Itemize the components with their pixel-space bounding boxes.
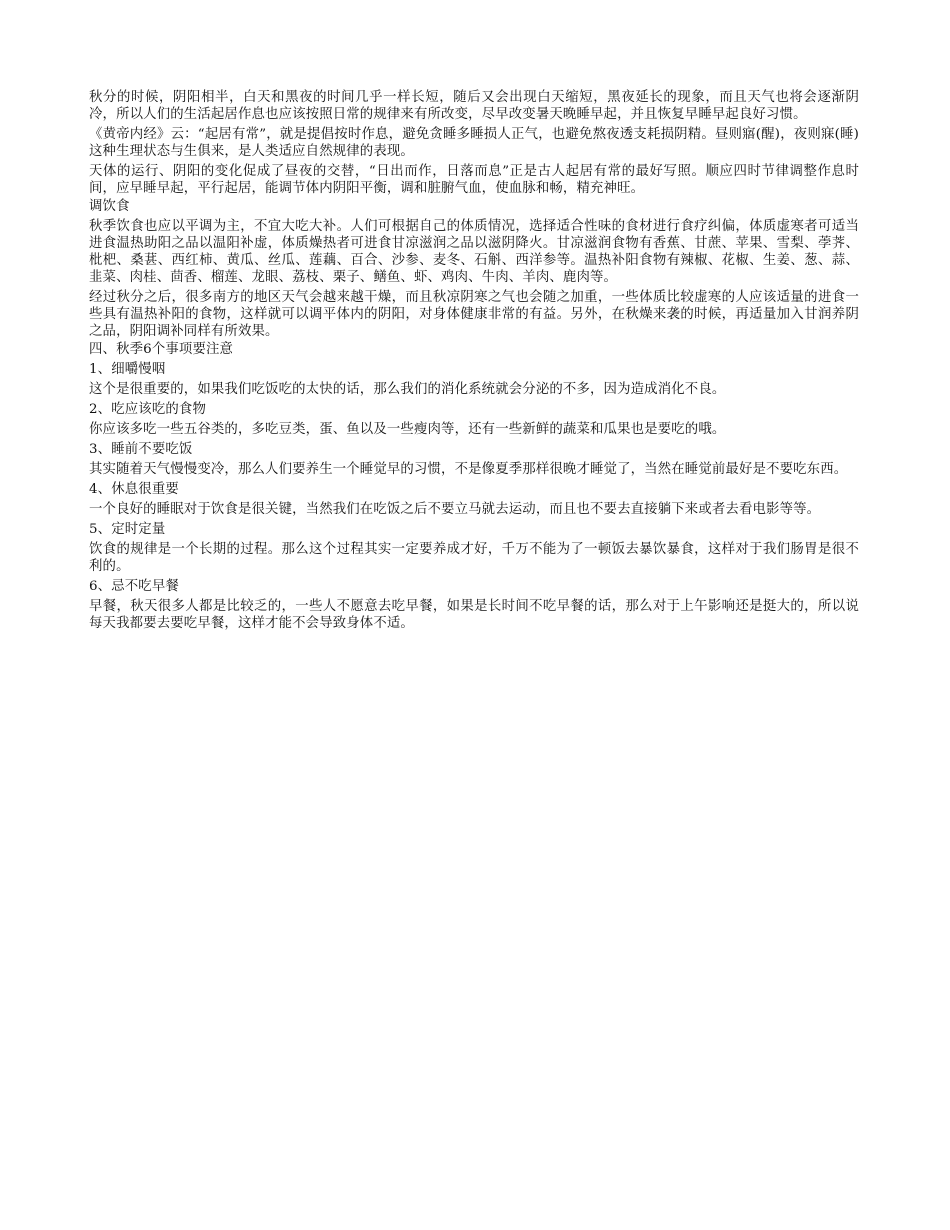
item-body-1: 这个是很重要的，如果我们吃饭吃的太快的话，那么我们的消化系统就会分泌的不多，因为造成消化不良。: [89, 382, 726, 397]
document-page: [89, 89, 859, 635]
paragraph-autumn-equinox: 秋分的时候，阴阳相半，白天和黑夜的时间几乎一样长短，随后又会出现白天缩短，黑夜延长的现象，而且天气也将会逐渐阴冷，所以人们的生活起居作息也应该按照日常的规律来有所改变，尽早改变暑天晚睡早起，并且恢复早睡早起良好习惯。: [89, 90, 859, 122]
item-heading-2: 2、吃应该吃的食物: [89, 402, 206, 417]
item-body-4: 一个良好的睡眠对于饮食是很关键，当然我们在吃饭之后不要立马就去运动，而且也不要去直接躺下来或者去看电影等等。: [89, 502, 821, 517]
item-body-6: 早餐，秋天很多人都是比较乏的，一些人不愿意去吃早餐，如果是长时间不吃早餐的话，那么对于上午影响还是挺大的，所以说每天我都要去要吃早餐，这样才能不会导致身体不适。: [89, 599, 859, 631]
paragraph-after-equinox: 经过秋分之后，很多南方的地区天气会越来越干燥，而且秋凉阴寒之气也会随之加重，一些体质比较虚寒的人应该适量的进食一些具有温热补阳的食物，这样就可以调平体内的阴阳，对身体健康非常的有益。另外，在秋燥来袭的时候，再适量加入甘润养阴之品，阴阳调补同样有所效果。: [89, 290, 859, 339]
paragraph-autumn-diet: 秋季饮食也应以平调为主，不宜大吃大补。人们可根据自己的体质情况，选择适合性味的食材进行食疗纠偏，体质虚寒者可适当进食温热助阳之品以温阳补虚，体质燥热者可进食甘凉滋润之品以滋阴降火。甘凉滋润食物有香蕉、甘蔗、苹果、雪梨、荸荠、枇杷、桑葚、西红柿、黄瓜、丝瓜、莲藕、百合、沙参、麦冬、石斛、西洋参等。温热补阳食物有辣椒、花椒、生姜、葱、蒜、韭菜、肉桂、茴香、榴莲、龙眼、荔枝、栗子、鳝鱼、虾、鸡肉、牛肉、羊肉、鹿肉等。: [89, 219, 859, 285]
item-heading-4: 4、休息很重要: [89, 482, 179, 497]
section-heading-diet: 调饮食: [89, 199, 130, 214]
section-heading-six-items: 四、秋季6个事项要注意: [89, 342, 234, 357]
item-body-3: 其实随着天气慢慢变冷，那么人们要养生一个睡觉早的习惯，不是像夏季那样很晚才睡觉了，当然在睡觉前最好是不要吃东西。: [89, 462, 848, 477]
item-heading-5: 5、定时定量: [89, 522, 166, 537]
paragraph-huangdi-neijing: 《黄帝内经》云：“起居有常”，就是提倡按时作息，避免贪睡多睡损人正气，也避免熬夜透支耗损阴精。昼则寤(醒)，夜则寐(睡)这种生理状态与生俱来，是人类适应自然规律的表现。: [89, 127, 859, 159]
item-body-5: 饮食的规律是一个长期的过程。那么这个过程其实一定要养成才好，千万不能为了一顿饭去暴饮暴食，这样对于我们肠胃是很不利的。: [89, 542, 859, 574]
paragraph-day-night-cycle: 天体的运行、阴阳的变化促成了昼夜的交替，“日出而作，日落而息”正是古人起居有常的最好写照。顺应四时节律调整作息时间，应早睡早起，平行起居，能调节体内阴阳平衡，调和脏腑气血，使血脉和畅，精充神旺。: [89, 164, 859, 196]
item-heading-1: 1、细嚼慢咽: [89, 362, 166, 377]
item-heading-6: 6、忌不吃早餐: [89, 579, 179, 594]
item-body-2: 你应该多吃一些五谷类的，多吃豆类，蛋、鱼以及一些瘦肉等，还有一些新鲜的蔬菜和瓜果也是要吃的哦。: [89, 422, 726, 437]
item-heading-3: 3、睡前不要吃饭: [89, 442, 193, 457]
